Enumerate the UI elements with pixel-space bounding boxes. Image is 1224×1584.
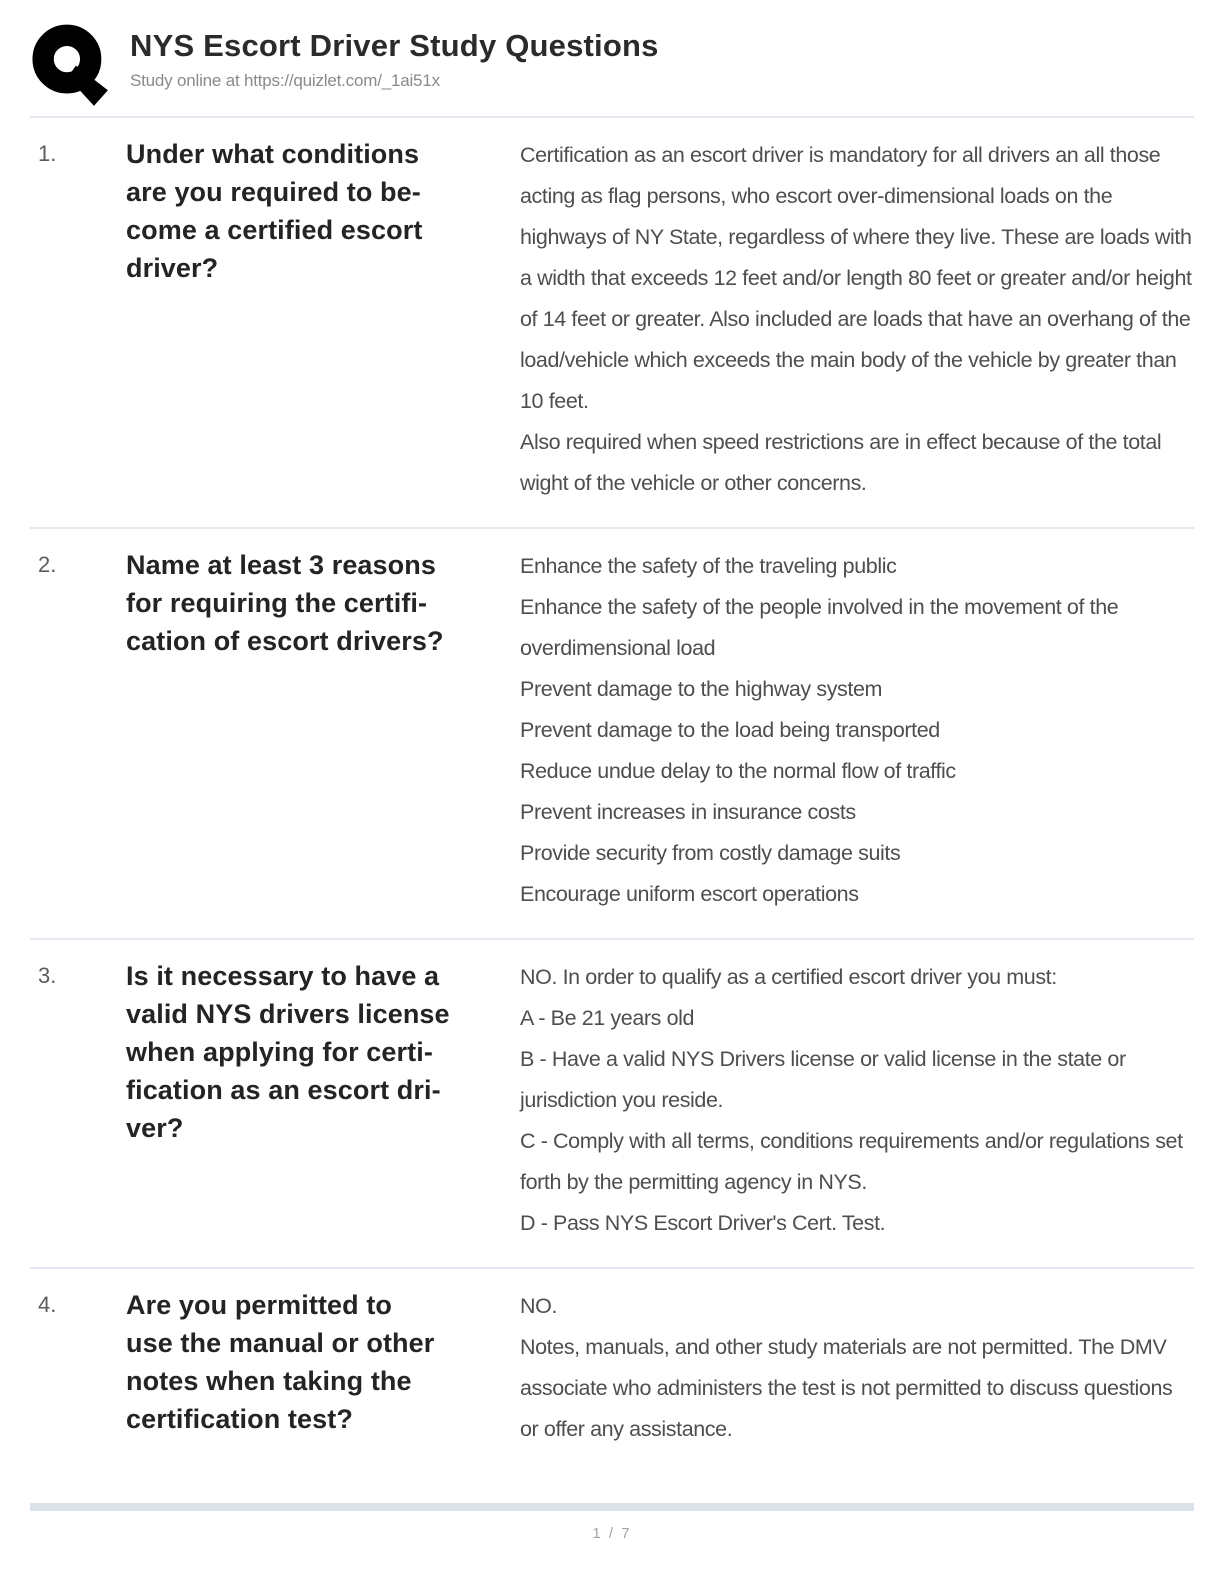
question-line: valid NYS drivers license xyxy=(126,999,450,1029)
question-number: 2. xyxy=(38,552,57,577)
question-text xyxy=(126,1286,494,1450)
header-text-block xyxy=(130,22,659,91)
answer-line: NO. In order to qualify as a certified escort driver you must: xyxy=(520,965,1057,989)
question-line: notes when taking the xyxy=(126,1366,412,1396)
question-line: for requiring the certifi- xyxy=(126,588,428,618)
answer-line: C - Comply with all terms, conditions requirements and/or regulations set forth by the permitting agency in NYS. xyxy=(520,1129,1183,1194)
answer-line: Prevent damage to the load being transported xyxy=(520,718,940,742)
document-header xyxy=(30,22,1194,118)
question-number: 3. xyxy=(38,963,57,988)
answer-line: Also required when speed restrictions are in effect because of the total wight of the vehicle or other concerns. xyxy=(520,430,1162,495)
page-title: NYS Escort Driver Study Questions xyxy=(130,28,659,63)
answer-line: Prevent increases in insurance costs xyxy=(520,800,856,824)
question-line: Is it necessary to have a xyxy=(126,961,440,991)
answer-line: Notes, manuals, and other study materials are not permitted. The DMV associate who administers the test is not permitted to discuss questions or offer any assistance. xyxy=(520,1335,1173,1441)
question-text xyxy=(126,957,494,1244)
answer-line: Prevent damage to the highway system xyxy=(520,677,883,701)
question-line: Are you permitted to xyxy=(126,1290,393,1320)
question-line: Under what conditions xyxy=(126,139,420,169)
answer-line: A - Be 21 years old xyxy=(520,1006,695,1030)
question-line: use the manual or other xyxy=(126,1328,435,1358)
quizlet-logo-icon xyxy=(30,22,112,106)
question-text xyxy=(126,135,494,504)
qa-card xyxy=(30,529,1194,940)
study-online-url: Study online at https://quizlet.com/_1ai51x xyxy=(130,70,440,90)
answer-line: B - Have a valid NYS Drivers license or valid license in the state or jurisdiction you reside. xyxy=(520,1047,1126,1112)
question-line: when applying for certi- xyxy=(126,1037,433,1067)
qa-card xyxy=(30,118,1194,529)
qa-card xyxy=(30,1269,1194,1473)
answer-line: Provide security from costly damage suits xyxy=(520,841,901,865)
question-line: come a certified escort xyxy=(126,215,423,245)
question-line: driver? xyxy=(126,253,219,283)
page-number: 1 / 7 xyxy=(592,1525,632,1542)
answer-line: D - Pass NYS Escort Driver's Cert. Test. xyxy=(520,1211,886,1235)
answer-text xyxy=(520,546,1194,915)
question-line: Name at least 3 reasons xyxy=(126,550,436,580)
answer-text xyxy=(520,135,1194,504)
footer-divider-bar xyxy=(30,1503,1194,1511)
question-line: fication as an escort dri- xyxy=(126,1075,441,1105)
answer-line: Reduce undue delay to the normal flow of traffic xyxy=(520,759,956,783)
page-footer xyxy=(30,1503,1194,1542)
qa-card xyxy=(30,940,1194,1269)
answer-line: Enhance the safety of the people involved in the movement of the overdimensional load xyxy=(520,595,1119,660)
question-line: are you required to be- xyxy=(126,177,421,207)
question-number: 4. xyxy=(38,1292,57,1317)
answer-text xyxy=(520,1286,1194,1450)
qa-list xyxy=(30,118,1194,1473)
answer-text xyxy=(520,957,1194,1244)
question-text xyxy=(126,546,494,915)
question-line: certification test? xyxy=(126,1404,353,1434)
question-line: ver? xyxy=(126,1113,184,1143)
answer-line: Encourage uniform escort operations xyxy=(520,882,859,906)
answer-line: Enhance the safety of the traveling public xyxy=(520,554,897,578)
question-line: cation of escort drivers? xyxy=(126,626,444,656)
answer-line: Certification as an escort driver is mandatory for all drivers an all those acting as flag persons, who escort over-dimensional loads on the highways of NY State, regardless of where they live. These are loads with a width that exceeds 12 feet and/or length 80 feet or greater and/or height of 14 feet or greater. Also included are loads that have an overhang of the load/vehicle which exceeds the main body of the vehicle by greater than 10 feet. xyxy=(520,143,1192,413)
answer-line: NO. xyxy=(520,1294,558,1318)
question-number: 1. xyxy=(38,141,57,166)
